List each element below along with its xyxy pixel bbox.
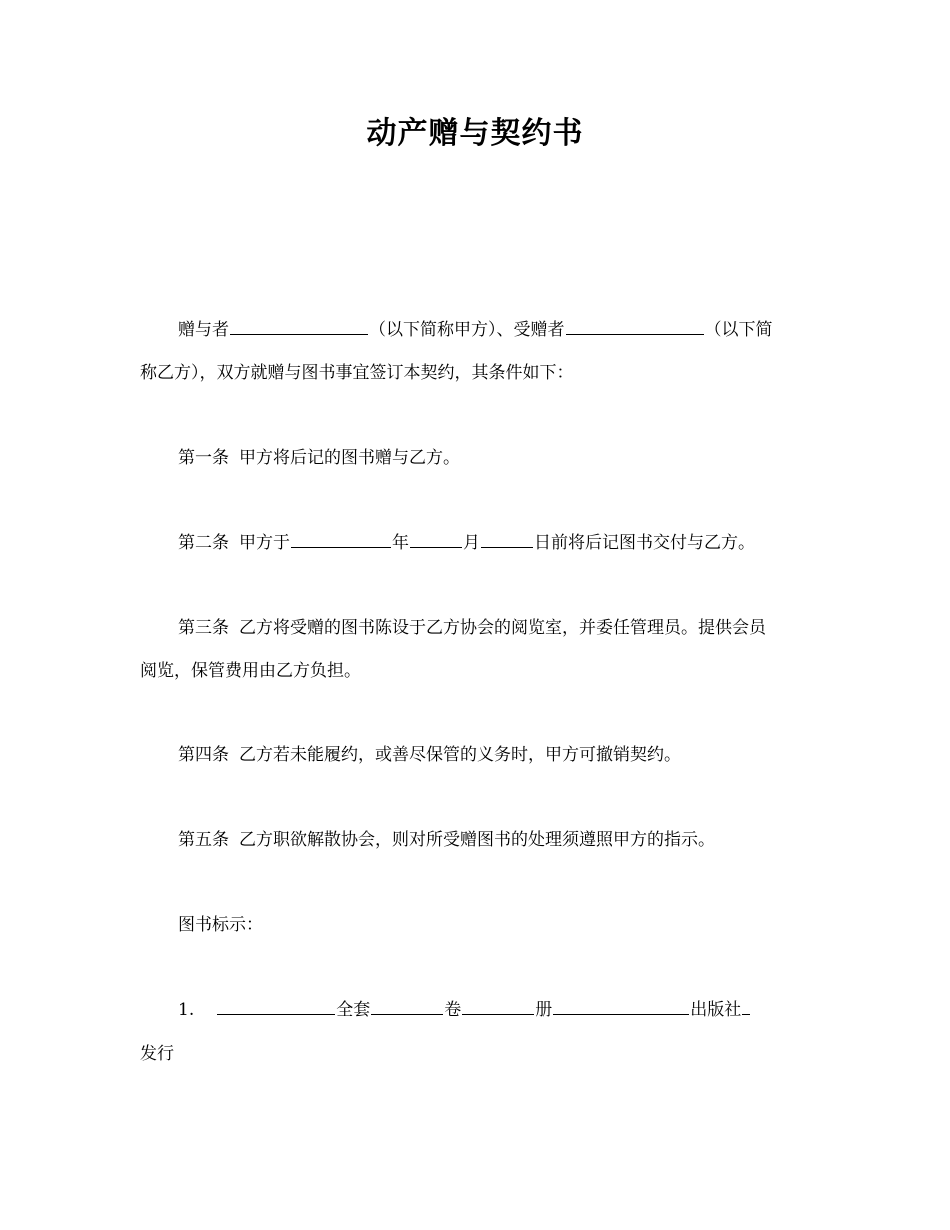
day-blank[interactable]	[481, 530, 533, 548]
full-set-label: 全套	[336, 1000, 371, 1020]
donor-blank[interactable]	[230, 317, 368, 335]
year-blank[interactable]	[291, 530, 391, 548]
article-2	[140, 526, 850, 560]
publisher-label: 出版社	[690, 1000, 742, 1020]
volume-label: 卷	[444, 1000, 462, 1020]
article-5	[140, 823, 850, 857]
article-label: 第四条	[178, 745, 229, 765]
volume-blank[interactable]	[371, 997, 443, 1015]
intro-line-2: 称乙方），双方就赠与图书事宜签订本契约，其条件如下：	[140, 363, 574, 383]
publisher-trailing-blank[interactable]	[742, 997, 750, 1015]
article-text: 乙方将受赠的图书陈设于乙方协会的阅览室，并委任管理员。提供会员	[239, 618, 766, 638]
intro-line-1	[140, 313, 850, 347]
article-1	[140, 441, 850, 475]
article-text-b: 日前将后记图书交付与乙方。	[534, 533, 755, 553]
article-label: 第五条	[178, 830, 229, 850]
article-text: 甲方将后记的图书赠与乙方。	[239, 448, 460, 468]
article-label: 第一条	[178, 448, 229, 468]
month-label: 月	[463, 533, 480, 553]
article-3	[140, 611, 850, 645]
book-title-blank[interactable]	[217, 997, 335, 1015]
donor-suffix: （以下简称甲方）、受赠者	[369, 320, 565, 340]
article-label: 第三条	[178, 618, 229, 638]
article-text: 乙方职欲解散协会，则对所受赠图书的处理须遵照甲方的指示。	[239, 830, 715, 850]
book-item-1	[140, 993, 850, 1027]
article-label: 第二条	[178, 533, 229, 553]
donee-suffix: （以下简	[704, 320, 773, 340]
article-text: 乙方若未能履约，或善尽保管的义务时，甲方可撤销契约。	[239, 745, 681, 765]
book-item-1-line-2: 发行	[140, 1044, 174, 1064]
book-label: 图书标示：	[178, 915, 263, 935]
donor-label: 赠与者	[178, 320, 229, 340]
publisher-blank[interactable]	[553, 997, 689, 1015]
donee-blank[interactable]	[566, 317, 704, 335]
book-count-blank[interactable]	[462, 997, 534, 1015]
year-label: 年	[392, 533, 409, 553]
book-count-label: 册	[535, 1000, 553, 1020]
book-item-number: 1.	[178, 1000, 195, 1020]
article-3-line-2: 阅览，保管费用由乙方负担。	[140, 661, 361, 681]
document-title: 动产赠与契约书	[366, 116, 584, 151]
article-4	[140, 738, 850, 772]
article-text-a: 甲方于	[239, 533, 290, 553]
month-blank[interactable]	[410, 530, 462, 548]
